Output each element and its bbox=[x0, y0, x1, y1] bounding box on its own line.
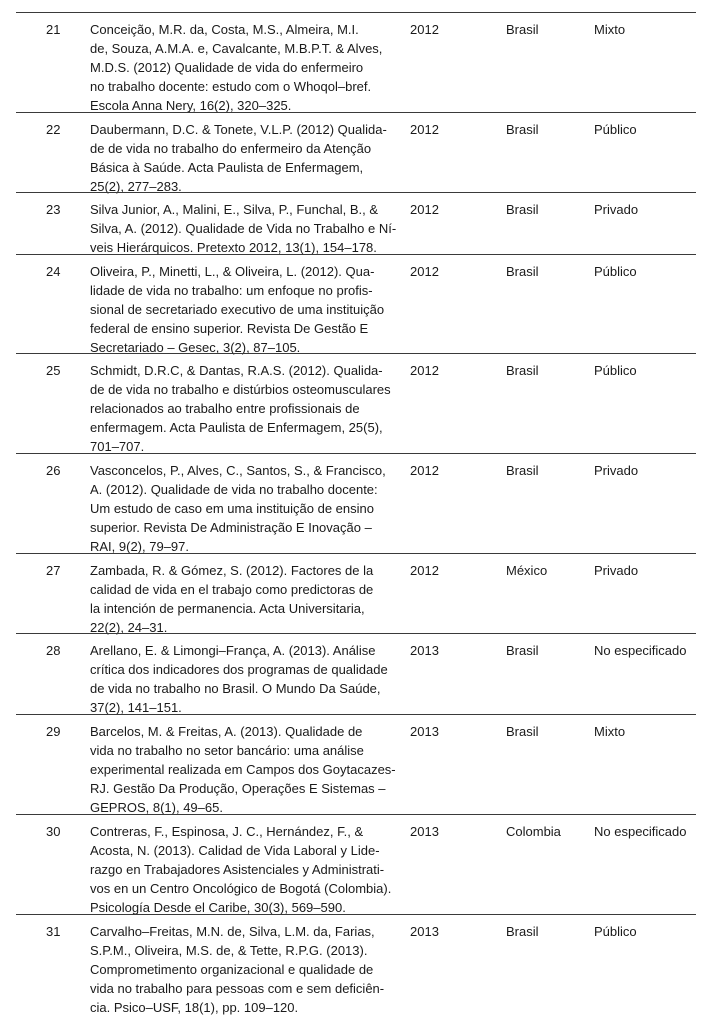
country: Brasil bbox=[506, 643, 539, 658]
country: Brasil bbox=[506, 122, 539, 137]
row-number: 23 bbox=[46, 202, 61, 217]
reference-line: Vasconcelos, P., Alves, C., Santos, S., & Francisco, bbox=[90, 463, 386, 478]
reference-text bbox=[90, 722, 400, 817]
reference-line: 37(2), 141–151. bbox=[90, 700, 182, 715]
reference-line: de de vida no trabalho e distúrbios osteomusculares bbox=[90, 382, 391, 397]
table-row bbox=[16, 453, 696, 553]
publication-year: 2012 bbox=[410, 22, 439, 37]
reference-line: superior. Revista De Administração E Inovação – bbox=[90, 520, 372, 535]
table-row bbox=[16, 553, 696, 633]
reference-line: M.D.S. (2012) Qualidade de vida do enfermeiro bbox=[90, 60, 364, 75]
row-number: 21 bbox=[46, 22, 61, 37]
reference-line: 701–707. bbox=[90, 439, 145, 454]
sector: Público bbox=[594, 924, 637, 939]
reference-line: vida no trabalho no setor bancário: uma análise bbox=[90, 743, 364, 758]
table-row bbox=[16, 353, 696, 453]
reference-line: cia. Psico–USF, 18(1), pp. 109–120. bbox=[90, 1000, 299, 1015]
reference-line: Schmidt, D.R.C, & Dantas, R.A.S. (2012). Qualida- bbox=[90, 363, 383, 378]
reference-line: Silva, A. (2012). Qualidade de Vida no Trabalho e Ní- bbox=[90, 221, 397, 236]
country: Brasil bbox=[506, 463, 539, 478]
reference-line: lidade de vida no trabalho: um enfoque no profis- bbox=[90, 283, 373, 298]
reference-text bbox=[90, 561, 400, 637]
reference-line: Arellano, E. & Limongi–França, A. (2013). Análise bbox=[90, 643, 376, 658]
publication-year: 2013 bbox=[410, 724, 439, 739]
row-number: 25 bbox=[46, 363, 61, 378]
reference-line: S.P.M., Oliveira, M.S. de, & Tette, R.P.G. (2013). bbox=[90, 943, 368, 958]
reference-line: Psicología Desde el Caribe, 30(3), 569–590. bbox=[90, 900, 346, 915]
country: Brasil bbox=[506, 202, 539, 217]
row-number: 29 bbox=[46, 724, 61, 739]
sector: Privado bbox=[594, 202, 639, 217]
reference-line: Daubermann, D.C. & Tonete, V.L.P. (2012) Qualida- bbox=[90, 122, 387, 137]
reference-text bbox=[90, 262, 400, 357]
reference-line: Carvalho–Freitas, M.N. de, Silva, L.M. da, Farias, bbox=[90, 924, 375, 939]
reference-line: 22(2), 24–31. bbox=[90, 620, 168, 635]
sector: Privado bbox=[594, 563, 639, 578]
table-row bbox=[16, 814, 696, 914]
sector: Público bbox=[594, 264, 637, 279]
reference-line: de, Souza, A.M.A. e, Cavalcante, M.B.P.T. & Alves, bbox=[90, 41, 383, 56]
sector: No especificado bbox=[594, 643, 687, 658]
reference-line: Contreras, F., Espinosa, J. C., Hernández, F., & bbox=[90, 824, 364, 839]
reference-line: Zambada, R. & Gómez, S. (2012). Factores de la bbox=[90, 563, 374, 578]
row-number: 30 bbox=[46, 824, 61, 839]
reference-line: Silva Junior, A., Malini, E., Silva, P., Funchal, B., & bbox=[90, 202, 379, 217]
reference-line: Comprometimento organizacional e qualidade de bbox=[90, 962, 374, 977]
reference-text bbox=[90, 461, 400, 556]
publication-year: 2013 bbox=[410, 824, 439, 839]
reference-line: Secretariado – Gesec, 3(2), 87–105. bbox=[90, 340, 301, 355]
country: Brasil bbox=[506, 363, 539, 378]
country: Brasil bbox=[506, 924, 539, 939]
reference-line: Oliveira, P., Minetti, L., & Oliveira, L. (2012). Qua- bbox=[90, 264, 375, 279]
reference-line: Escola Anna Nery, 16(2), 320–325. bbox=[90, 98, 292, 113]
reference-text bbox=[90, 20, 400, 115]
table-row bbox=[16, 192, 696, 254]
reference-line: GEPROS, 8(1), 49–65. bbox=[90, 800, 223, 815]
country: México bbox=[506, 563, 548, 578]
sector: Mixto bbox=[594, 724, 626, 739]
reference-table bbox=[16, 12, 696, 1014]
reference-line: A. (2012). Qualidade de vida no trabalho docente: bbox=[90, 482, 378, 497]
table-row bbox=[16, 112, 696, 192]
reference-text bbox=[90, 922, 400, 1017]
reference-line: vida no trabalho para pessoas com e sem deficiên- bbox=[90, 981, 385, 996]
row-number: 24 bbox=[46, 264, 61, 279]
row-number: 22 bbox=[46, 122, 61, 137]
reference-text bbox=[90, 361, 400, 456]
reference-line: 25(2), 277–283. bbox=[90, 179, 182, 194]
sector: Mixto bbox=[594, 22, 626, 37]
reference-line: vos en un Centro Oncológico de Bogotá (Colombia). bbox=[90, 881, 392, 896]
reference-line: experimental realizada em Campos dos Goytacazes- bbox=[90, 762, 396, 777]
reference-line: RAI, 9(2), 79–97. bbox=[90, 539, 189, 554]
reference-line: federal de ensino superior. Revista De Gestão E bbox=[90, 321, 369, 336]
publication-year: 2012 bbox=[410, 363, 439, 378]
publication-year: 2012 bbox=[410, 122, 439, 137]
country: Brasil bbox=[506, 22, 539, 37]
reference-line: veis Hierárquicos. Pretexto 2012, 13(1), 154–178. bbox=[90, 240, 377, 255]
table-row bbox=[16, 12, 696, 112]
reference-line: crítica dos indicadores dos programas de qualidade bbox=[90, 662, 388, 677]
reference-text bbox=[90, 641, 400, 717]
reference-line: Acosta, N. (2013). Calidad de Vida Laboral y Lide- bbox=[90, 843, 380, 858]
table-row bbox=[16, 914, 696, 1014]
row-number: 27 bbox=[46, 563, 61, 578]
reference-line: Barcelos, M. & Freitas, A. (2013). Qualidade de bbox=[90, 724, 363, 739]
row-number: 28 bbox=[46, 643, 61, 658]
sector: Privado bbox=[594, 463, 639, 478]
country: Brasil bbox=[506, 264, 539, 279]
reference-line: calidad de vida en el trabajo como predictoras de bbox=[90, 582, 374, 597]
publication-year: 2012 bbox=[410, 463, 439, 478]
reference-line: no trabalho docente: estudo com o Whoqol–bref. bbox=[90, 79, 372, 94]
table-row bbox=[16, 254, 696, 353]
reference-text bbox=[90, 120, 400, 196]
reference-line: relacionados ao trabalho entre profissionais de bbox=[90, 401, 360, 416]
publication-year: 2012 bbox=[410, 264, 439, 279]
reference-line: RJ. Gestão Da Produção, Operações E Sistemas – bbox=[90, 781, 386, 796]
reference-line: enfermagem. Acta Paulista de Enfermagem, 25(5), bbox=[90, 420, 383, 435]
country: Brasil bbox=[506, 724, 539, 739]
reference-line: Conceição, M.R. da, Costa, M.S., Almeira, M.I. bbox=[90, 22, 359, 37]
table-row bbox=[16, 714, 696, 814]
reference-line: Um estudo de caso em uma instituição de ensino bbox=[90, 501, 374, 516]
sector: Público bbox=[594, 363, 637, 378]
sector: No especificado bbox=[594, 824, 687, 839]
sector: Público bbox=[594, 122, 637, 137]
reference-line: Básica à Saúde. Acta Paulista de Enfermagem, bbox=[90, 160, 364, 175]
reference-text bbox=[90, 200, 400, 257]
publication-year: 2012 bbox=[410, 563, 439, 578]
table-row bbox=[16, 633, 696, 714]
publication-year: 2012 bbox=[410, 202, 439, 217]
reference-line: la intención de permanencia. Acta Universitaria, bbox=[90, 601, 365, 616]
reference-line: de vida no trabalho no Brasil. O Mundo Da Saúde, bbox=[90, 681, 381, 696]
reference-line: de de vida no trabalho do enfermeiro da Atenção bbox=[90, 141, 372, 156]
reference-line: sional de secretariado executivo de uma instituição bbox=[90, 302, 385, 317]
publication-year: 2013 bbox=[410, 643, 439, 658]
reference-text bbox=[90, 822, 400, 917]
publication-year: 2013 bbox=[410, 924, 439, 939]
country: Colombia bbox=[506, 824, 561, 839]
row-number: 26 bbox=[46, 463, 61, 478]
reference-line: razgo en Trabajadores Asistenciales y Administrati- bbox=[90, 862, 385, 877]
row-number: 31 bbox=[46, 924, 61, 939]
